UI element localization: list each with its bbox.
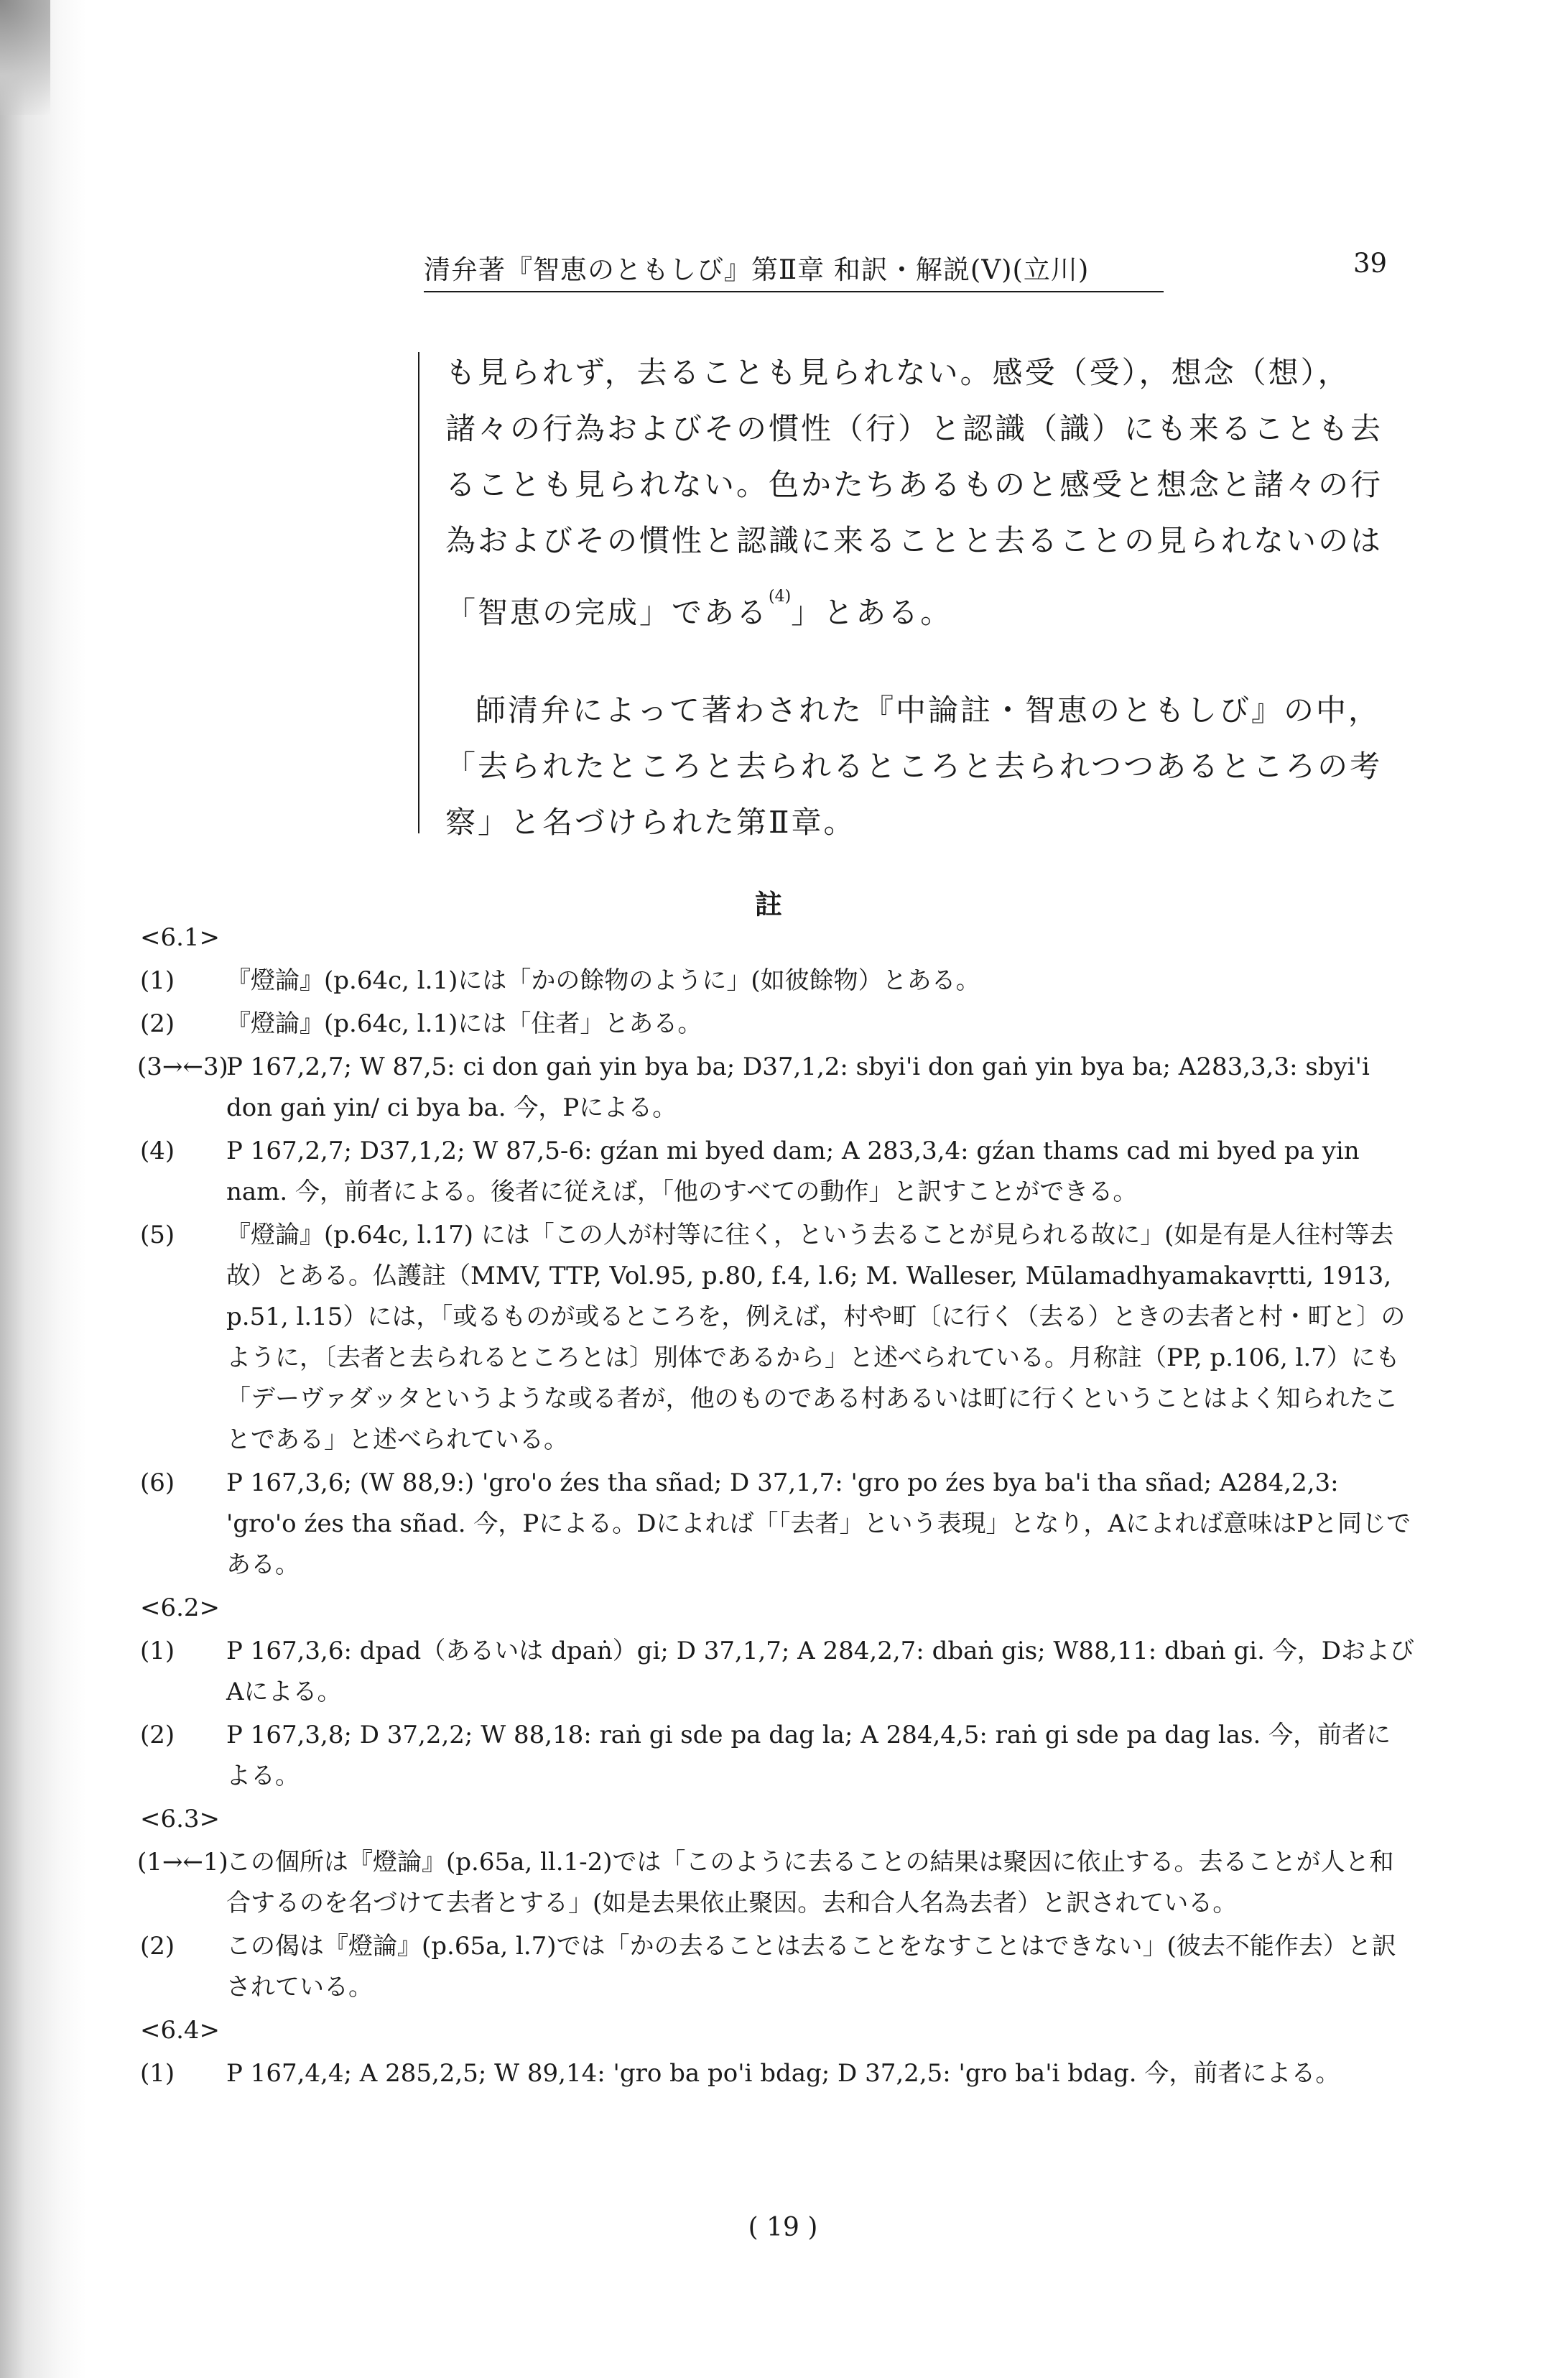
note-item [140,1631,1415,1713]
note-item [140,2053,1415,2094]
note-text: P 167,3,6; (W 88,9:) 'gro'o źes tha sñad; D 37,1,7: 'gro po źes bya ba'i tha sñad; A284,2,3: 'gro'o źes tha sñad. 今，Pによる。Dによれば「「去者」という表現」となり，Aによれば意味はPと同じである。 [226,1468,1411,1579]
note-number: (1) [140,966,175,995]
translation-paragraph-2 [445,683,1408,851]
note-item [140,1215,1415,1461]
page-footer-label: ( 19 ) [748,2213,818,2242]
note-number: (2) [140,1721,175,1749]
note-text: 『燈論』(p.64c, l.1)には「かの餘物のように」(如彼餘物）とある。 [226,966,980,995]
running-header-title: 清弁著『智恵のともしび』第Ⅱ章 和訳・解説(Ⅴ)(立川) [424,248,1164,292]
note-item [140,1004,1415,1045]
note-item [140,961,1415,1001]
note-item [140,1131,1415,1213]
note-number: (4) [140,1137,175,1165]
note-number: (1) [140,2059,175,2088]
note-item [137,1842,1415,1924]
note-number: (3→←3) [137,1052,228,1081]
note-text: P 167,3,6: dpad（あるいは dpaṅ）gi; D 37,1,7; A 284,2,7: dbaṅ gis; W88,11: dbaṅ gi. 今，DおよびAによる。 [226,1637,1414,1706]
note-text: P 167,4,4; A 285,2,5; W 89,14: 'gro ba po'i bdag; D 37,2,5: 'gro ba'i bdag. 今，前者による。 [226,2059,1340,2088]
page-number: 39 [1353,248,1388,279]
note-text: P 167,2,7; D37,1,2; W 87,5-6: gźan mi byed dam; A 283,3,4: gźan thams cad mi byed pa yin nam. 今，前者による。後者に従えば，「他のすべての動作」と訳すことができる。 [226,1137,1360,1206]
notes-section [137,916,1415,2096]
note-number: (1→←1) [137,1848,228,1877]
note-text: 『燈論』(p.64c, l.17) には「この人が村等に往く，という去ることが見られる故に」(如是有是人往村等去故）とある。仏護註（MMV, TTP, Vol.95, p.80, f.4, l.6; M. Walleser, Mūlamadhyamakavṛtti, 1913, p.51, l.15）には，「或るものが或るところを，例えば，村や町〔に行く（去る）ときの去者と村・町と〕のように，〔去者と去られるところとは〕別体であるから」と述べられている。月称註（PP, p.106, l.7）にも「デーヴァダッタというような或る者が，他のものである村あるいは町に行くということはよく知られたことである」と述べられている。 [226,1221,1406,1454]
note-text: この偈は『燈論』(p.65a, l.7)では「かの去ることは去ることをなすことはできない」(彼去不能作去）と訳されている。 [226,1932,1396,2002]
note-number: (6) [140,1468,175,1497]
scan-edge-shadow [0,0,86,2378]
note-text: P 167,3,8; D 37,2,2; W 88,18: raṅ gi sde pa dag la; A 284,4,5: raṅ gi sde pa dag las. 今，前者による。 [226,1721,1391,1790]
paragraph-2-text: 師清弁によって著わされた『中論註・智恵のともしび』の中，「去られたところと去られるところと去られつつあるところの考察」と名づけられた第Ⅱ章。 [445,693,1383,840]
vertical-rule [418,352,419,833]
note-item [140,1926,1415,2008]
note-item [137,1047,1415,1129]
note-item [140,1463,1415,1586]
section-label: <6.2> [140,1593,221,1622]
note-number: (2) [140,1009,175,1038]
section-label: <6.3> [140,1805,221,1833]
note-number: (5) [140,1221,175,1249]
paragraph-1-tail: 」とある。 [791,595,953,630]
footnote-marker: (4) [769,588,792,606]
note-text: P 167,2,7; W 87,5: ci don gaṅ yin bya ba; D37,1,2: sbyi'i don gaṅ yin bya ba; A283,3,3: sbyi'i don gaṅ yin/ ci bya ba. 今，Pによる。 [226,1052,1370,1122]
note-number: (2) [140,1932,175,1961]
section-label: <6.1> [140,923,221,952]
paragraph-1-text: も見られず，去ることも見られない。感受（受），想念（想），諸々の行為およびその慣性（行）と認識（識）にも来ることも去ることも見られない。色かたちあるものと感受と想念と諸々の行為およびその慣性と認識に来ることと去ることの見られないのは「智恵の完成」である [445,355,1383,630]
note-number: (1) [140,1637,175,1665]
notes-heading: 註 [754,888,782,920]
note-text: 『燈論』(p.64c, l.1)には「住者」とある。 [226,1009,702,1038]
note-item [140,1715,1415,1797]
scan-corner-noise [0,0,50,115]
translation-paragraph-1 [445,345,1408,641]
note-text: この個所は『燈論』(p.65a, ll.1-2)では「このように去ることの結果は聚因に依止する。去ることが人と和合するのを名づけて去者とする」(如是去果依止聚因。去和合人名為去者）と訳されている。 [226,1848,1394,1917]
section-label: <6.4> [140,2016,221,2045]
